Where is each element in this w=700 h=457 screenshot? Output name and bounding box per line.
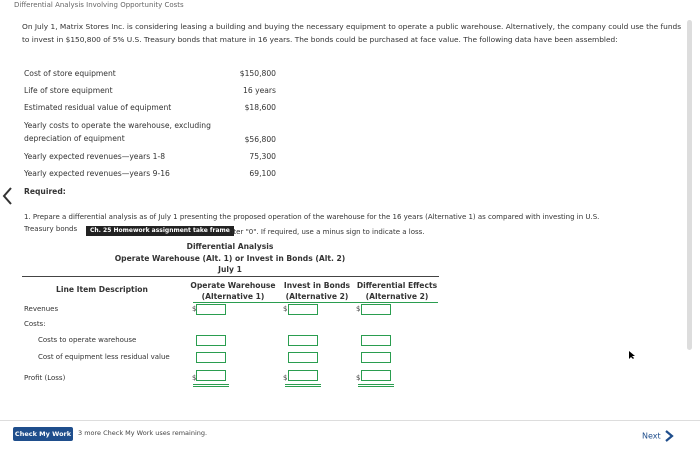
double-underline-alt2 bbox=[285, 384, 321, 385]
data-label-depreciation: depreciation of equipment bbox=[24, 134, 125, 143]
next-label: Next bbox=[642, 431, 661, 441]
currency-symbol: $ bbox=[283, 305, 288, 313]
revenues-alt1-input[interactable] bbox=[196, 304, 226, 315]
profit-diff-input[interactable] bbox=[361, 370, 391, 381]
costs-operate-alt2-input[interactable] bbox=[288, 335, 318, 346]
row-label-profit: Profit (Loss) bbox=[24, 374, 66, 382]
col-header-diff-sub: (Alternative 2) bbox=[365, 292, 429, 301]
col-header-alt2: Invest in Bonds bbox=[283, 281, 351, 290]
currency-symbol: $ bbox=[192, 374, 197, 382]
question-text-line2: nter "0". If required, use a minus sign to indicate a loss. bbox=[229, 228, 425, 236]
cost-equipment-alt1-input[interactable] bbox=[196, 352, 226, 363]
question-text-line1: 1. Prepare a differential analysis as of July 1 presenting the proposed operation of the warehouse for the 16 years (Alternative 1) as compared with investing in U.S. bbox=[24, 213, 600, 221]
costs-operate-alt1-input[interactable] bbox=[196, 335, 226, 346]
scrollbar[interactable] bbox=[687, 20, 692, 350]
row-label-costs-operate: Costs to operate warehouse bbox=[38, 336, 137, 344]
check-my-work-button[interactable]: Check My Work bbox=[13, 427, 73, 441]
data-value-revenues-1-8: 75,300 bbox=[249, 152, 276, 161]
page-title: Differential Analysis Involving Opportunity Costs bbox=[14, 1, 184, 9]
col-header-alt1: Operate Warehouse bbox=[190, 281, 276, 290]
double-underline-alt1 bbox=[193, 384, 229, 385]
data-value-yearly-costs: $56,800 bbox=[244, 135, 276, 144]
question-text-bonds: Treasury bonds bbox=[24, 225, 78, 233]
assignment-tooltip: Ch. 25 Homework assignment take frame bbox=[86, 226, 234, 236]
data-label-life-equipment: Life of store equipment bbox=[24, 86, 113, 95]
data-label-yearly-costs: Yearly costs to operate the warehouse, excluding bbox=[24, 121, 211, 130]
col-header-description: Line Item Description bbox=[56, 285, 148, 294]
row-label-revenues: Revenues bbox=[24, 305, 59, 313]
double-underline-alt2 bbox=[285, 386, 321, 387]
data-label-cost-equipment: Cost of store equipment bbox=[24, 69, 116, 78]
header-underline bbox=[193, 302, 438, 303]
profit-alt1-input[interactable] bbox=[196, 370, 226, 381]
data-label-revenues-1-8: Yearly expected revenues—years 1-8 bbox=[24, 152, 166, 161]
double-underline-diff bbox=[358, 384, 394, 385]
data-label-residual: Estimated residual value of equipment bbox=[24, 103, 172, 112]
double-underline-alt1 bbox=[193, 386, 229, 387]
revenues-diff-input[interactable] bbox=[361, 304, 391, 315]
col-header-alt2-sub: (Alternative 2) bbox=[285, 292, 349, 301]
chevron-left-icon bbox=[0, 185, 14, 207]
currency-symbol: $ bbox=[192, 305, 197, 313]
data-value-cost-equipment: $150,800 bbox=[239, 69, 276, 78]
double-underline-diff bbox=[358, 386, 394, 387]
data-value-life-equipment: 16 years bbox=[243, 86, 276, 95]
next-button[interactable] bbox=[642, 429, 675, 443]
profit-alt2-input[interactable] bbox=[288, 370, 318, 381]
mouse-cursor-icon bbox=[628, 345, 636, 364]
col-header-alt1-sub: (Alternative 1) bbox=[201, 292, 265, 301]
analysis-subheading: Operate Warehouse (Alt. 1) or Invest in Bonds (Alt. 2) bbox=[114, 254, 346, 263]
header-rule bbox=[22, 276, 439, 277]
data-value-residual: $18,600 bbox=[244, 103, 276, 112]
footer-divider bbox=[0, 420, 700, 421]
costs-operate-diff-input[interactable] bbox=[361, 335, 391, 346]
collapse-arrow[interactable] bbox=[0, 185, 14, 207]
row-label-cost-equipment: Cost of equipment less residual value bbox=[38, 353, 170, 361]
cost-equipment-alt2-input[interactable] bbox=[288, 352, 318, 363]
cost-equipment-diff-input[interactable] bbox=[361, 352, 391, 363]
currency-symbol: $ bbox=[356, 374, 361, 382]
currency-symbol: $ bbox=[283, 374, 288, 382]
data-label-revenues-9-16: Yearly expected revenues—years 9-16 bbox=[24, 169, 170, 178]
currency-symbol: $ bbox=[356, 305, 361, 313]
chevron-right-icon bbox=[663, 429, 675, 443]
required-label: Required: bbox=[24, 187, 66, 196]
revenues-alt2-input[interactable] bbox=[288, 304, 318, 315]
analysis-heading: Differential Analysis bbox=[186, 242, 274, 251]
intro-paragraph: On July 1, Matrix Stores Inc. is considering leasing a building and buying the necessary equipment to operate a public warehouse. Alternatively, the company could use the funds to invest in $150,800 of 5% U.S. Treasury bonds that mature in 16 years. The bonds could be purchased at face value. The following data have been assembled: bbox=[22, 22, 682, 44]
col-header-diff: Differential Effects bbox=[356, 281, 438, 290]
check-remaining-text: 3 more Check My Work uses remaining. bbox=[78, 429, 208, 437]
analysis-date: July 1 bbox=[218, 265, 242, 274]
row-label-costs: Costs: bbox=[24, 320, 46, 328]
data-value-revenues-9-16: 69,100 bbox=[249, 169, 276, 178]
